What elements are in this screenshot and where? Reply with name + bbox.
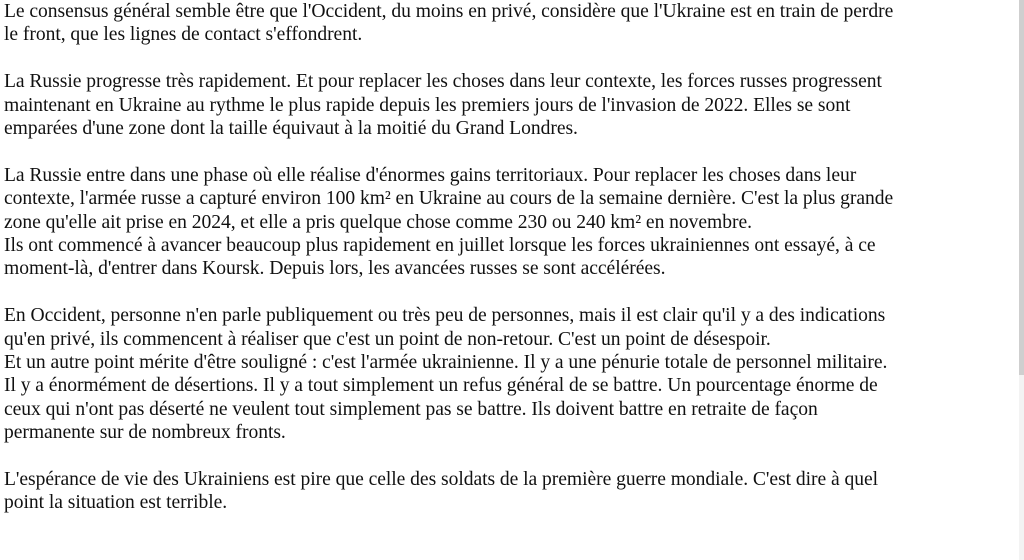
paragraph-3: [4, 164, 1018, 281]
vertical-scrollbar[interactable]: [1019, 0, 1024, 560]
paragraph-4: [4, 304, 1018, 444]
text-line: qu'en privé, ils commencent à réaliser que c'est un point de non-retour. C'est un point de désespoir.: [4, 328, 771, 350]
paragraph-5: [4, 468, 1018, 515]
text-line: Le consensus général semble être que l'Occident, du moins en privé, considère que l'Ukraine est en train de perdre: [4, 1, 894, 22]
text-line: maintenant en Ukraine au rythme le plus rapide depuis les premiers jours de l'invasion de 2022. Elles se sont: [4, 94, 851, 116]
text-line: La Russie progresse très rapidement. Et pour replacer les choses dans leur contexte, les forces russes progressent: [4, 71, 882, 93]
paragraph-2: [4, 70, 1018, 140]
text-line: point la situation est terrible.: [4, 492, 228, 514]
text-line: Et un autre point mérite d'être souligné : c'est l'armée ukrainienne. Il y a une pénurie totale de personnel militaire.: [4, 352, 888, 374]
text-line: La Russie entre dans une phase où elle réalise d'énormes gains territoriaux. Pour replacer les choses dans leur: [4, 164, 857, 186]
text-line: contexte, l'armée russe a capturé environ 100 km² en Ukraine au cours de la semaine dernière. C'est la plus grande: [4, 188, 894, 210]
scrollbar-thumb[interactable]: [1019, 0, 1024, 375]
text-line: moment-là, d'entrer dans Koursk. Depuis lors, les avancées russes se sont accélérées.: [4, 258, 666, 280]
text-line: emparées d'une zone dont la taille équivaut à la moitié du Grand Londres.: [4, 118, 578, 140]
paragraph-1: [4, 0, 1018, 47]
text-line: zone qu'elle ait prise en 2024, et elle a pris quelque chose comme 230 ou 240 km² en novembre.: [4, 211, 752, 233]
text-line: permanente sur de nombreux fronts.: [4, 422, 286, 444]
text-line: L'espérance de vie des Ukrainiens est pire que celle des soldats de la première guerre mondiale. C'est dire à quel: [4, 469, 879, 491]
text-line: ceux qui n'ont pas déserté ne veulent tout simplement pas se battre. Ils doivent battre en retraite de façon: [4, 398, 818, 420]
text-line: En Occident, personne n'en parle publiquement ou très peu de personnes, mais il est clair qu'il y a des indications: [4, 305, 886, 327]
text-line: Ils ont commencé à avancer beaucoup plus rapidement en juillet lorsque les forces ukrainiennes ont essayé, à ce: [4, 235, 876, 257]
text-line: le front, que les lignes de contact s'effondrent.: [4, 24, 363, 46]
text-line: Il y a énormément de désertions. Il y a tout simplement un refus général de se battre. Un pourcentage énorme de: [4, 375, 878, 397]
